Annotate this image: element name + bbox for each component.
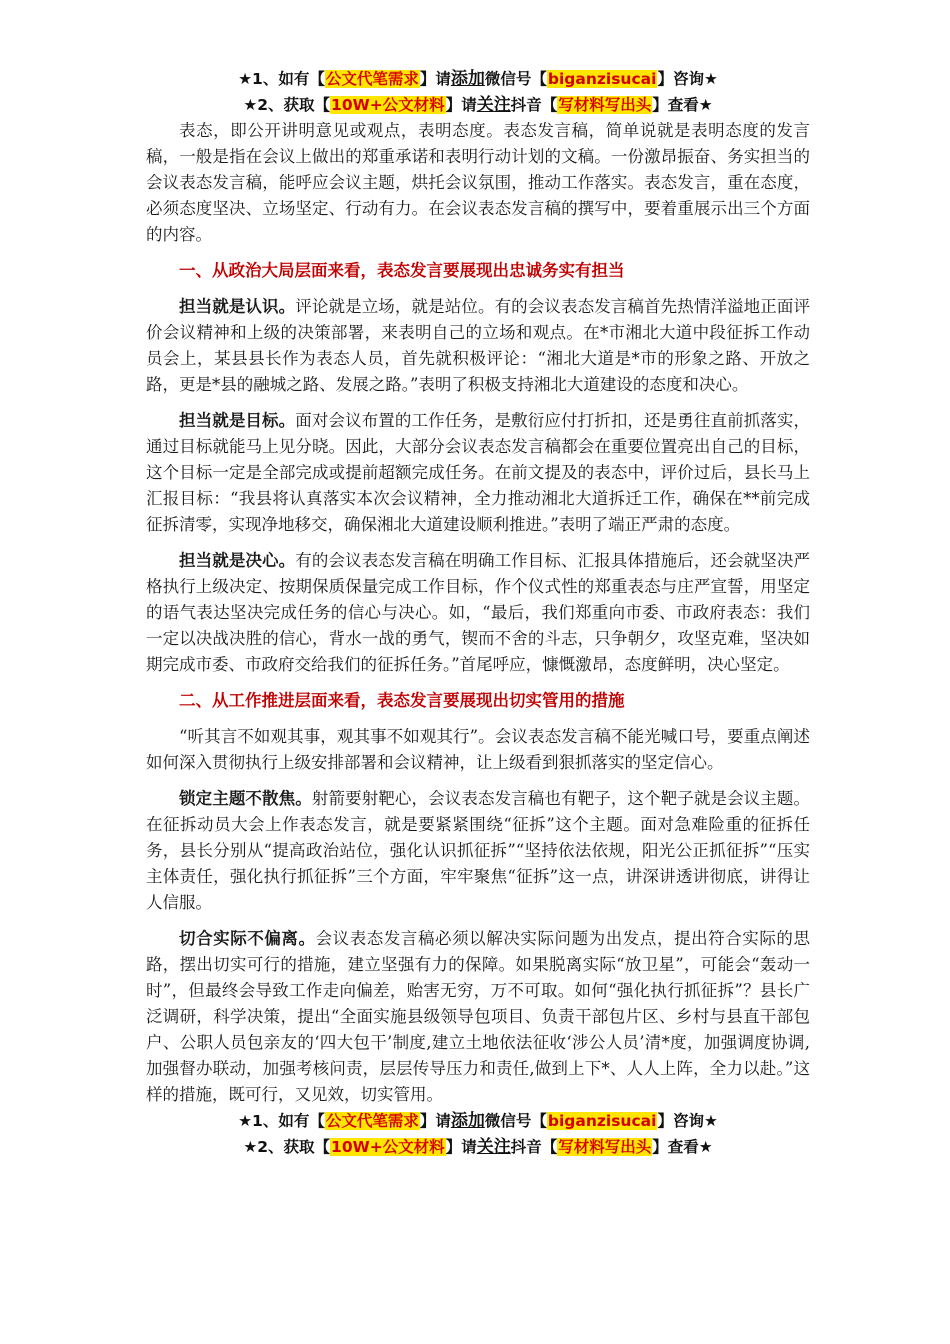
ad-text: 】请	[419, 1112, 451, 1130]
paragraph-body: 射箭要射靶心，会议表态发言稿也有靶子，这个靶子就是会议主题。在征拆动员大会上作表态发言，就是要紧紧围绕“征拆”这个主题。面对急难险重的征拆任务，县长分别从“提高政治站位，强化认识抓征拆”“坚持依法依规，阳光公正抓征拆”“压实主体责任，强化执行抓征拆”三个方面，牢牢聚焦“征拆”这一点，讲深讲透讲彻底，讲得让人信服。	[146, 789, 811, 912]
ad-text: 】请	[419, 70, 451, 88]
intro-paragraph: 表态，即公开讲明意见或观点，表明态度。表态发言稿，简单说就是表明态度的发言稿，一般是指在会议上做出的郑重承诺和表明行动计划的文稿。一份激昂振奋、务实担当的会议表态发言稿，能呼应会议主题，烘托会议氛围，推动工作落实。表态发言，重在态度，必须态度坚决、立场坚定、行动有力。在会议表态发言稿的撰写中，要着重展示出三个方面的内容。	[146, 121, 810, 244]
ad-text: 微信号【	[484, 70, 547, 88]
ad-emphasis: 关注	[476, 1137, 511, 1157]
paragraph-2	[146, 408, 810, 538]
paragraph-lead: 担当就是决心。	[179, 551, 296, 570]
section-heading-1: 一、从政治大局层面来看，表态发言要展现出忠诚务实有担当	[179, 261, 625, 280]
ad-highlight: 公文代笔需求	[325, 70, 419, 88]
ad-highlight: 10W+公文材料	[331, 96, 445, 114]
ad-text: 抖音【	[510, 1138, 558, 1156]
ad-highlight: 公文代笔需求	[325, 1112, 419, 1130]
ad-highlight: 10W+公文材料	[331, 1138, 445, 1156]
ad-text: ★1、如有【	[238, 70, 325, 88]
ad-text: ★1、如有【	[238, 1112, 325, 1130]
ad-text: 】查看★	[652, 96, 713, 114]
ad-highlight: 写材料写出头	[558, 96, 652, 114]
paragraph-lead: 担当就是目标。	[179, 411, 296, 430]
paragraph-body: 会议表态发言稿必须以解决实际问题为出发点，提出符合实际的思路，摆出切实可行的措施，建立坚强有力的保障。如果脱离实际“放卫星”，可能会“轰动一时”，但最终会导致工作走向偏差，贻害无穷，万不可取。如何“强化执行抓征拆”？县长广泛调研，科学决策，提出“全面实施县级领导包项目、负责干部包片区、乡村与县直干部包户、公职人员包亲友的‘四大包干’制度,建立土地依法征收‘涉公人员’清*度，加强调度协调,加强督办联动，加强考核问责，层层传导压力和责任,做到上下*、人人上阵，全力以赴。”这样的措施，既可行，又见效，切实管用。	[146, 929, 811, 1104]
paragraph-body: 评论就是立场，就是站位。有的会议表态发言稿首先热情洋溢地正面评价会议精神和上级的决策部署，来表明自己的立场和观点。在*市湘北大道中段征拆工作动员会上，某县县长作为表态人员，首先就积极评论：“湘北大道是*市的形象之路、开放之路，更是*县的融城之路、发展之路。”表明了积极支持湘北大道建设的态度和决心。	[146, 297, 811, 394]
paragraph-body: 有的会议表态发言稿在明确工作目标、汇报具体措施后，还会就坚决严格执行上级决定、按期保质保量完成工作目标，作个仪式性的郑重表态与庄严宣誓，用坚定的语气表达坚决完成任务的信心与决心。如，“最后，我们郑重向市委、市政府表态：我们一定以决战决胜的信心，背水一战的勇气，锲而不舍的斗志，只争朝夕，攻坚克难，坚决如期完成市委、市政府交给我们的征拆任务。”首尾呼应，慷慨激昂，态度鲜明，决心坚定。	[146, 551, 811, 674]
paragraph-body: “听其言不如观其事，观其事不如观其行”。会议表态发言稿不能光喊口号，要重点阐述如何深入贯彻执行上级安排部署和会议精神，让上级看到狠抓落实的坚定信心。	[146, 727, 810, 772]
ad-text: ★2、获取【	[243, 96, 331, 114]
paragraph-5	[146, 786, 810, 916]
ad-emphasis: 添加	[450, 69, 485, 89]
ad-text: 】咨询★	[657, 70, 718, 88]
ad-emphasis: 添加	[450, 1111, 485, 1131]
ad-highlight: biganzisucai	[547, 1112, 657, 1130]
ad-text: 】咨询★	[657, 1112, 718, 1130]
ad-text: ★2、获取【	[243, 1138, 331, 1156]
document-page	[146, 66, 810, 1160]
paragraph-lead: 担当就是认识。	[179, 297, 296, 316]
ad-line-2-footer	[146, 1134, 810, 1160]
paragraph-1	[146, 294, 810, 398]
ad-text: 微信号【	[484, 1112, 547, 1130]
ad-highlight: 写材料写出头	[558, 1138, 652, 1156]
ad-line-2	[146, 92, 810, 118]
ad-line-1-footer	[146, 1108, 810, 1134]
ad-line-1	[146, 66, 810, 92]
ad-text: 】请	[445, 96, 477, 114]
ad-text: 】请	[445, 1138, 477, 1156]
paragraph-3	[146, 548, 810, 678]
ad-text: 抖音【	[510, 96, 558, 114]
paragraph-4	[146, 724, 810, 776]
paragraph-6	[146, 926, 810, 1108]
ad-emphasis: 关注	[476, 95, 511, 115]
paragraph-lead: 切合实际不偏离。	[179, 929, 316, 948]
ad-text: 】查看★	[652, 1138, 713, 1156]
paragraph-lead: 锁定主题不散焦。	[179, 789, 312, 808]
paragraph-body: 面对会议布置的工作任务，是敷衍应付打折扣，还是勇往直前抓落实，通过目标就能马上见分晓。因此，大部分会议表态发言稿都会在重要位置亮出自己的目标，这个目标一定是全部完成或提前超额完成任务。在前文提及的表态中，评价过后，县长马上汇报目标：“我县将认真落实本次会议精神，全力推动湘北大道拆迁工作，确保在**前完成征拆清零，实现净地移交，确保湘北大道建设顺利推进。”表明了端正严肃的态度。	[146, 411, 811, 534]
section-heading-2: 二、从工作推进层面来看，表态发言要展现出切实管用的措施	[179, 691, 625, 710]
ad-highlight: biganzisucai	[547, 70, 657, 88]
